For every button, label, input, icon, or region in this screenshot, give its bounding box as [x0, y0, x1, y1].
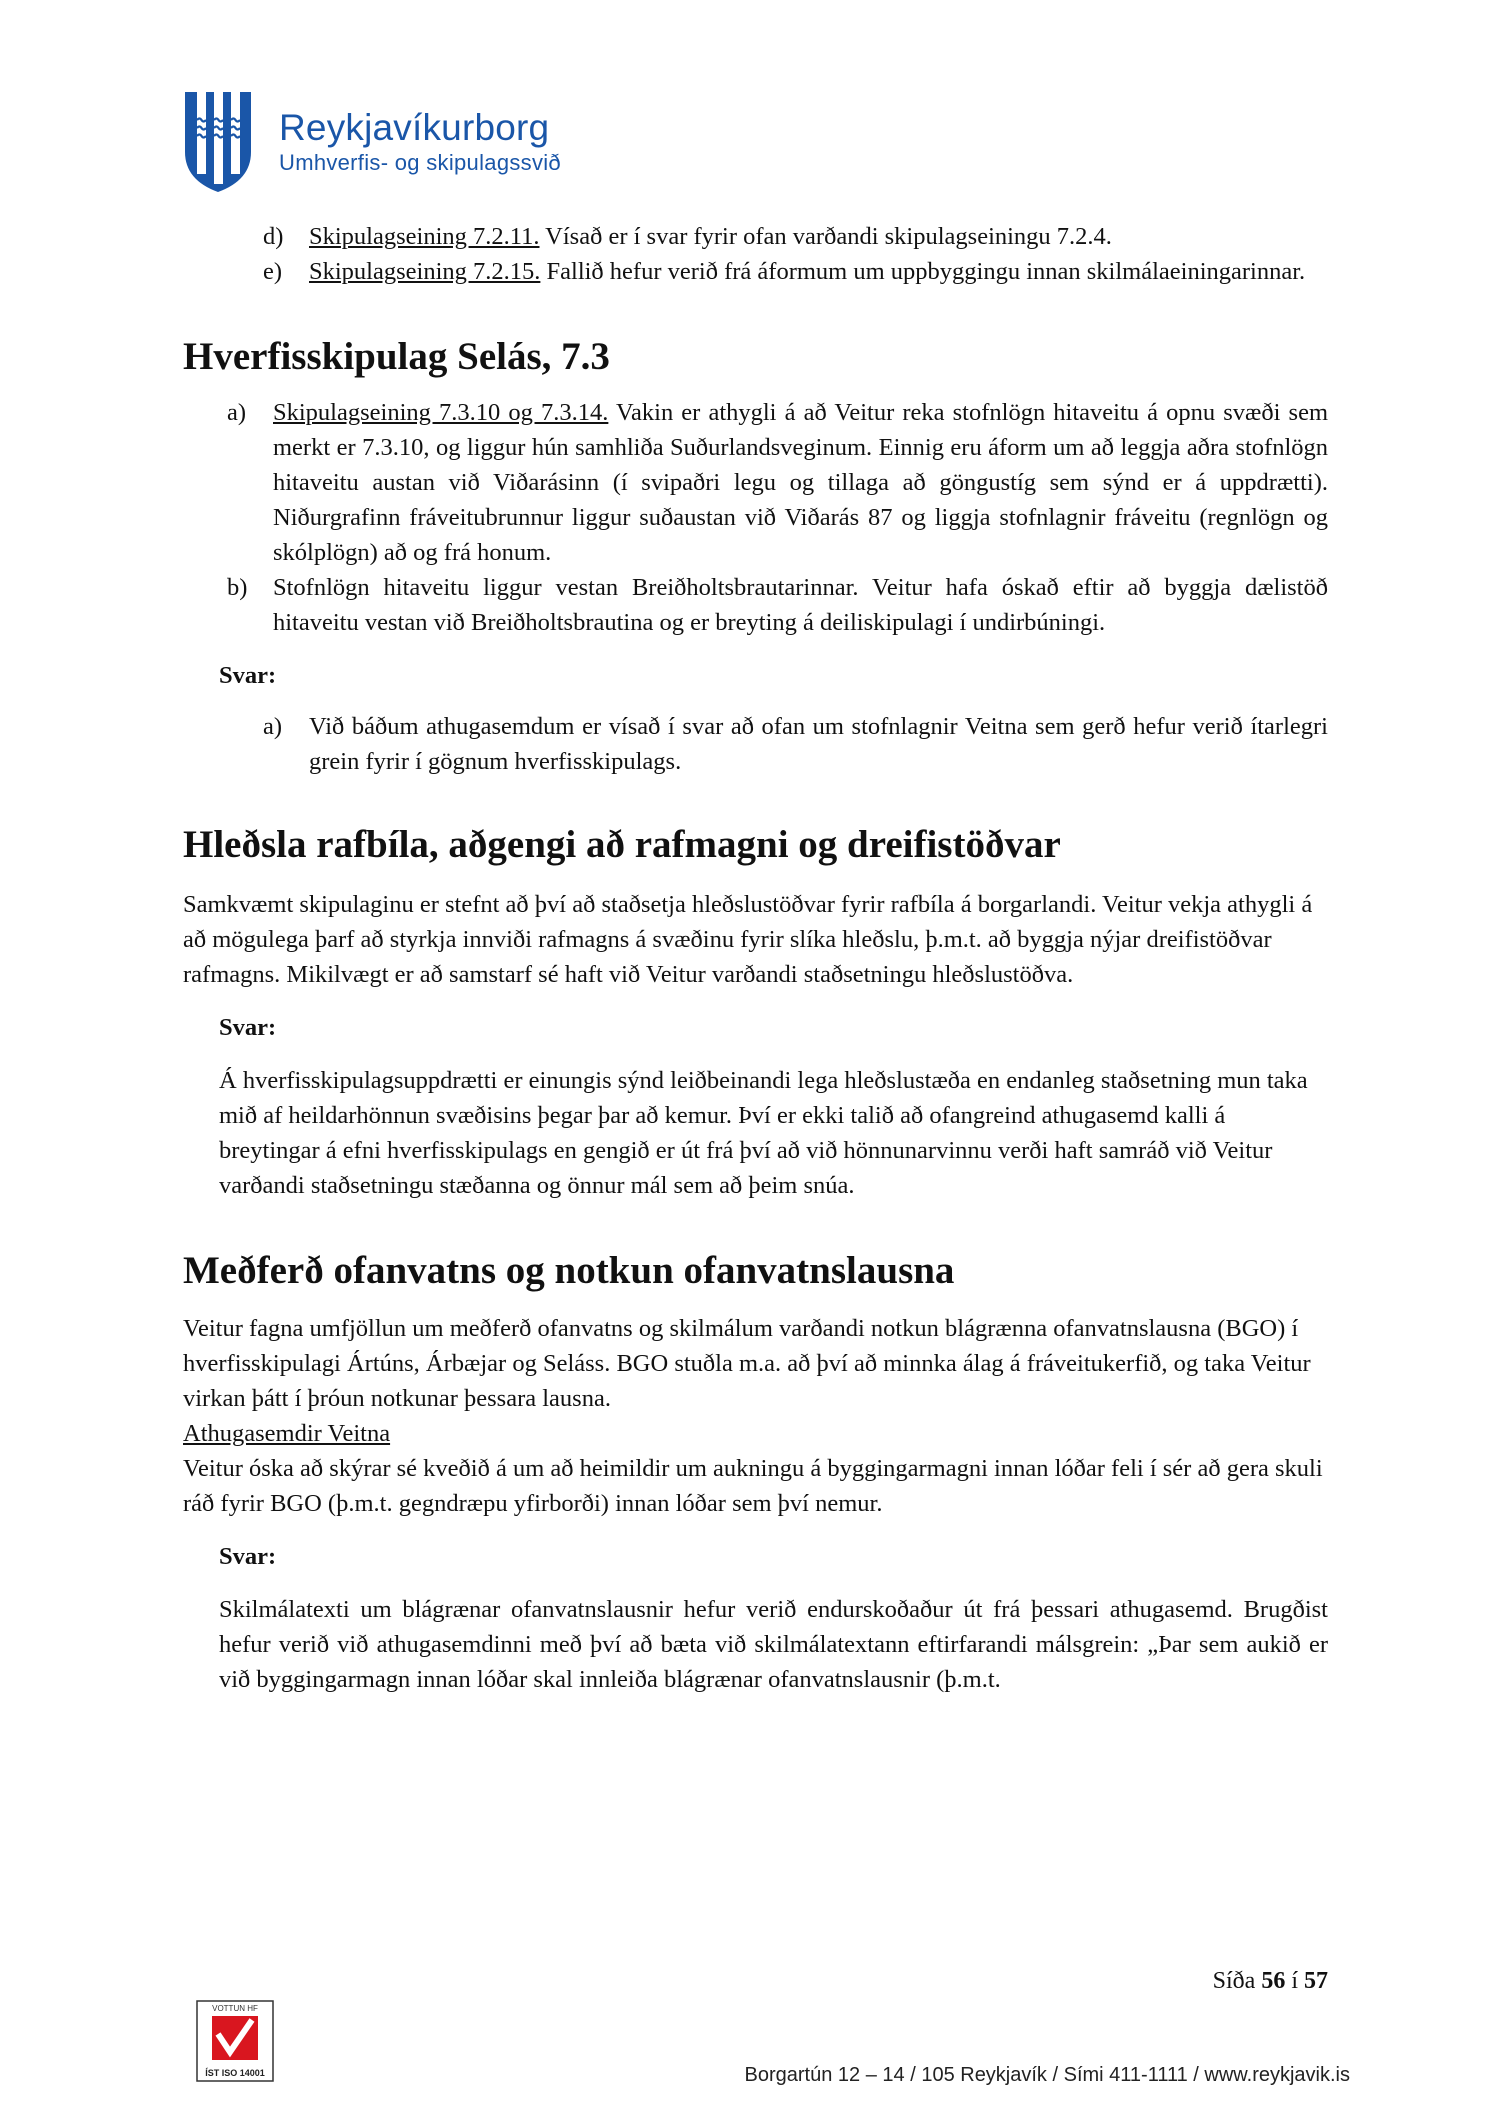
item-text: Fallið hefur verið frá áformum um uppbyggingu innan skilmálaeiningarinnar. — [540, 258, 1306, 285]
unit-reference: Skipulagseining 7.2.11. — [309, 223, 540, 250]
list-marker: b) — [227, 574, 248, 601]
list-item — [263, 254, 1328, 289]
list-item — [263, 709, 1328, 779]
dept-name: Umhverfis- og skipulagssvið — [279, 150, 561, 176]
unit-reference: Skipulagseining 7.3.10 og 7.3.14. — [273, 399, 609, 426]
answer-text: Skilmálatexti um blágrænar ofanvatnslausnir hefur verið endurskoðaður út frá þessari athugasemd. Brugðist hefur verið við athugasemdinni með því að bæta við skilmálatextann eftirfarandi málsgrein: „Þar sem aukið er við byggingarmagn innan lóðar skal innleiða blágrænar ofanvatnslausnir (þ.m.t. — [219, 1596, 1328, 1693]
page-current: 56 — [1261, 1968, 1286, 1994]
list-marker: d) — [263, 223, 284, 250]
item-text: Stofnlögn hitaveitu liggur vestan Breiðholtsbrautarinnar. Veitur hafa óskað eftir að byggja dælistöð hitaveitu vestan við Breiðholtsbrautina og er breyting á deiliskipulagi í undirbúningi. — [273, 574, 1328, 636]
page-total: 57 — [1304, 1968, 1328, 1994]
answer-text: Á hverfisskipulagsuppdrætti er einungis sýnd leiðbeinandi lega hleðslustæða en endanleg staðsetning mun taka mið af heildarhönnun svæðisins þegar þar að kemur. Því er ekki talið að ofangreind athugasemd kalli á breytingar á efni hverfisskipulags en gengið er út frá því að við hönnunarvinnu verði haft samráð við Veitur varðandi staðsetningu stæðanna og önnur mál sem að þeim snúa. — [219, 1067, 1308, 1199]
selas-list — [183, 395, 1328, 640]
answer-label: Svar: — [219, 662, 277, 689]
reykjavik-logo — [183, 90, 561, 194]
item-text: Við báðum athugasemdum er vísað í svar að ofan um stofnlagnir Veitna sem gerð hefur verið ítarlegri grein fyrir í gögnum hverfisskipulags. — [309, 713, 1328, 775]
section-body-2: Veitur óska að skýrar sé kveðið á um að heimildir um aukningu á byggingarmagni innan lóðar feli í sér að gera skuli ráð fyrir BGO (þ.m.t. gegndræpu yfirborði) innan lóðar sem því nemur. — [183, 1455, 1323, 1517]
footer-address: Borgartún 12 – 14 / 105 Reykjavík / Sími 411-1111 / www.reykjavik.is — [744, 2064, 1350, 2086]
unit-reference: Skipulagseining 7.2.15. — [309, 258, 541, 285]
section-heading: Meðferð ofanvatns og notkun ofanvatnslausna — [183, 1249, 955, 1292]
section-heading: Hleðsla rafbíla, aðgengi að rafmagni og dreifistöðvar — [183, 823, 1061, 866]
document-body — [183, 219, 1328, 1697]
section-body: Samkvæmt skipulaginu er stefnt að því að staðsetja hleðslustöðvar fyrir rafbíla á borgarlandi. Veitur vekja athygli á að mögulega þarf að styrkja innviði rafmagns á svæðinu fyrir slíka hleðslu, þ.m.t. að byggja nýjar dreifistöðvar rafmagns. Mikilvægt er að samstarf sé haft við Veitur varðandi staðsetningu hleðslustöðva. — [183, 891, 1313, 988]
answer-list — [183, 709, 1328, 779]
cert-top-text: VOTTUN HF — [212, 2004, 258, 2013]
answer-label: Svar: — [219, 1543, 277, 1570]
org-name: Reykjavíkurborg — [279, 106, 550, 148]
list-item — [227, 570, 1328, 640]
list-marker: a) — [263, 713, 283, 740]
cert-bottom-text: ÍST ISO 14001 — [205, 2068, 265, 2078]
list-item — [263, 219, 1328, 254]
list-item — [227, 395, 1328, 570]
page-number — [1213, 1968, 1328, 1995]
item-text: Vísað er í svar fyrir ofan varðandi skipulagseiningu 7.2.4. — [539, 223, 1112, 250]
subheading: Athugasemdir Veitna — [183, 1420, 391, 1447]
previous-section-list — [183, 219, 1328, 289]
section-body: Veitur fagna umfjöllun um meðferð ofanvatns og skilmálum varðandi notkun blágrænna ofanvatnslausna (BGO) í hverfisskipulagi Ártúns, Árbæjar og Seláss. BGO stuðla m.a. að því að minnka álag á fráveitukerfið, og taka Veitur virkan þátt í þróun notkunar þessara lausna. — [183, 1315, 1311, 1412]
page-separator: í — [1285, 1968, 1304, 1994]
section-heading: Hverfisskipulag Selás, 7.3 — [183, 335, 610, 378]
coat-of-arms-icon — [183, 90, 253, 194]
list-marker: e) — [263, 258, 283, 285]
iso-certification-icon — [196, 2000, 274, 2082]
item-text: Vakin er athygli á að Veitur reka stofnlögn hitaveitu á opnu svæði sem merkt er 7.3.10, og liggur hún samhliða Suðurlandsveginum. Einnig eru áform um að leggja aðra stofnlögn hitaveitu austan við Viðarásinn (í svipaðri legu og tillaga að göngustíg sem sýnd er á uppdrætti). Niðurgrafinn fráveitubrunnur liggur suðaustan við Viðarás 87 og liggja stofnlagnir fráveitu (regnlögn og skólplögn) að og frá honum. — [273, 399, 1329, 566]
list-marker: a) — [227, 399, 247, 426]
answer-label: Svar: — [219, 1014, 277, 1041]
page-prefix: Síða — [1212, 1968, 1262, 1994]
